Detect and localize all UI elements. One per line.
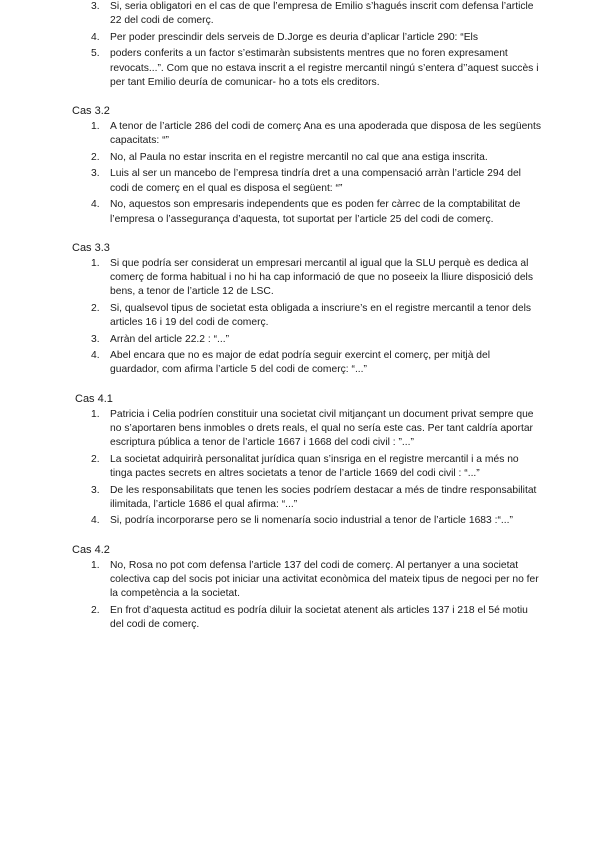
list-item [0,0,600,29]
item-number: 2. [91,302,100,314]
item-number: 4. [91,350,100,362]
section-heading: Cas 4.2 [72,543,110,556]
list-item [0,198,600,227]
item-text: poders conferits a un factor s’estimaràn subsistents mentres que no foren expresament revocats...”. Com que no estava inscrit a el registre mercantil ningú s’entera d’’aquest succès i per tant Emilio deuría de comunicar- ho a tots els creditors. [110,48,539,88]
item-text: Si que podría ser considerat un empresari mercantil al igual que la SLU perquè es dedica al comerç de forma habitual i no hi ha cap informació de que no poseeix la lliure disposició dels bens, a tenor de l’article 12 de LSC. [110,257,533,298]
item-text: Abel encara que no es major de edat podría seguir exercint el comerç, per mitjà del guardador, com afirma l’article 5 del codi de comerç: “...” [110,350,491,376]
item-number: 1. [91,408,100,420]
list-item [0,514,600,528]
item-text: Si, podría incorporarse pero se li nomenaría socio industrial a tenor de l’article 1683 :“...” [110,515,513,527]
list-item [0,31,600,45]
section-list [0,408,600,529]
item-text: Luis al ser un mancebo de l’empresa tindría dret a una compensació arràn l’article 294 del codi de comerç en el qual es disposa el següent: “” [110,168,521,194]
list-item [0,167,600,196]
list-item [0,47,600,90]
item-text: No, aquestos son empresaris independents que es poden fer càrrec de la comptabilitat de l’empresa o l’assegurança d’aquesta, tot suportat per l’article 25 del codi de comerç. [110,199,521,225]
item-text: No, Rosa no pot com defensa l’article 137 del codi de comerç. Al pertanyer a una societat colectiva cap del socis pot iniciar una activitat econòmica del mateix tipus de negoci per no fer la competència a la societat. [110,559,539,600]
item-number: 4. [91,31,100,43]
item-text: En frot d’aquesta actitud es podría diluir la societat atenent als articles 137 i 218 el 5é motiu del codi de comerç. [110,604,528,631]
item-number: 4. [91,515,100,527]
item-number: 5. [91,48,100,60]
section-list [0,559,600,633]
item-text: Si, seria obligatori en el cas de que l’empresa de Emilio s’hagués inscrit com defensa l’article 22 del codi de comerç. [110,1,534,27]
item-number: 3. [91,484,100,496]
list-item [0,151,600,165]
list-item [0,333,600,347]
list-item [0,257,600,300]
item-text: La societat adquirirà personalitat jurídica quan s’insriga en el registre mercantil i a més no tinga pactes secrets en altres societats a tenor de l’article 1669 del codi civil : “...” [110,453,519,480]
item-number: 4. [91,199,100,211]
section-heading: Cas 3.2 [72,105,110,118]
list-item [0,349,600,378]
section-heading: Cas 4.1 [75,392,113,405]
item-number: 1. [91,121,100,133]
section-list [0,120,600,227]
list-item [0,120,600,149]
list-item [0,604,600,633]
list-item [0,453,600,482]
item-text: Arràn del article 22.2 : “...” [110,333,230,345]
section-heading: Cas 3.3 [72,241,110,254]
list-item [0,484,600,513]
list-item [0,302,600,331]
item-number: 1. [91,559,100,571]
list-item [0,408,600,451]
section-list [0,257,600,378]
item-number: 2. [91,604,100,616]
item-number: 3. [91,333,100,345]
item-number: 2. [91,453,100,465]
item-text: De les responsabilitats que tenen les socies podríem destacar a més de tindre responsabilitat ilimitada, l’article 1686 el qual afirma: “...” [110,484,537,510]
item-text: Si, qualsevol tipus de societat esta obligada a inscriure’s en el registre mercantil a tenor dels articles 16 i 19 del codi de comerç. [110,302,532,329]
item-number: 3. [91,1,100,12]
item-number: 2. [91,151,100,163]
item-text: Per poder prescindir dels serveis de D.Jorge es deuria d’aplicar l’article 290: “Els [110,31,478,43]
item-text: A tenor de l’article 286 del codi de comerç Ana es una apoderada que disposa de les següents capacitats: “” [110,121,542,147]
item-text: No, al Paula no estar inscrita en el registre mercantil no cal que ana estiga inscrita. [110,151,488,163]
item-text: Patricia i Celia podríen constituir una societat civil mitjançant un document privat sempre que no s’aportaren bens inmobles o drets reals, el qual no sería este cas. Per tant caldría aportar escriptura pública a tenor de l’article 1667 i 1668 del codi civil : ”...” [110,408,534,449]
list-item [0,559,600,602]
item-number: 1. [91,257,100,269]
item-number: 3. [91,168,100,180]
intro-list [0,0,600,90]
